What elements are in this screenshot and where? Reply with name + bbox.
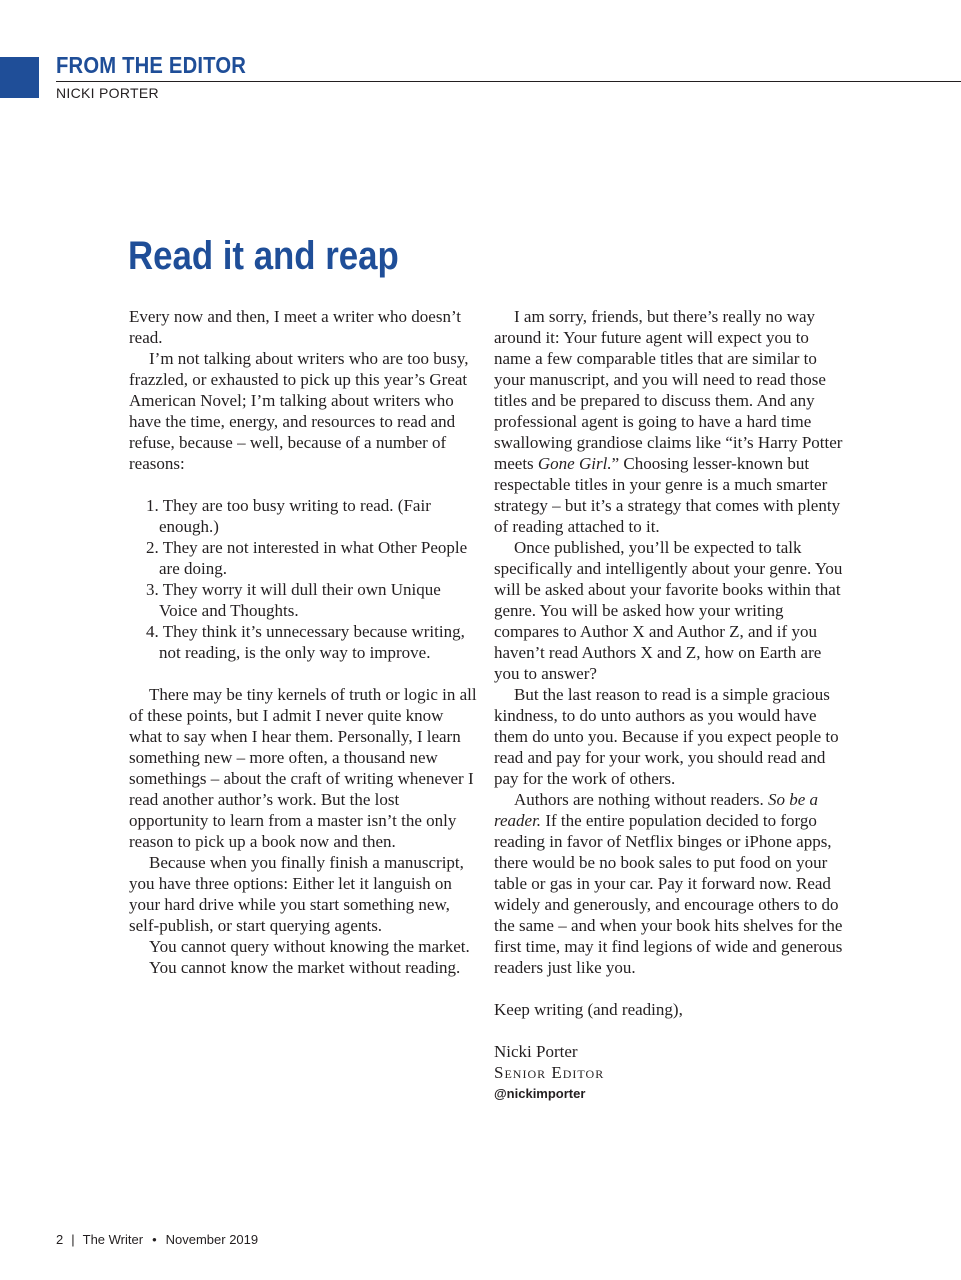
- signature-name: Nicki Porter: [494, 1042, 578, 1061]
- section-color-tab: [0, 57, 39, 98]
- list-item: 4. They think it’s unnecessary because writing, not reading, is the only way to improve.: [146, 622, 465, 662]
- list-item: 3. They worry it will dull their own Unique Voice and Thoughts.: [146, 580, 441, 620]
- list-item: 2. They are not interested in what Other People are doing.: [146, 538, 468, 578]
- paragraph: Because when you finally finish a manuscript, you have three options: Either let it languish on your hard drive while you start something new, self-publish, or start querying agents.: [129, 853, 464, 935]
- paragraph: Authors are nothing without readers. So be a reader. If the entire population decided to forgo reading in favor of Netflix binges or iPhone apps, there would be no book sales to put food on your table or gas in your car. Pay it forward now. Read widely and generously, and encourage others to do the same – and when your book hits shelves for the first time, may it find legions of wide and generous readers just like you.: [494, 790, 843, 977]
- article-column-left: [129, 306, 477, 978]
- paragraph: Every now and then, I meet a writer who doesn’t read.: [129, 307, 462, 347]
- paragraph: There may be tiny kernels of truth or logic in all of these points, but I admit I never quite know what to say when I hear them. Personally, I learn something new – more often, a thousand new somethings – about the craft of writing whenever I read another author’s work. But the lost opportunity to learn from a master isn’t the only reason to pick up a book now and then.: [129, 685, 477, 851]
- closing-line: Keep writing (and reading),: [494, 1000, 683, 1019]
- paragraph: You cannot query without knowing the market.: [149, 937, 470, 956]
- article-column-right: [494, 306, 844, 1104]
- paragraph: I’m not talking about writers who are too busy, frazzled, or exhausted to pick up this year’s Great American Novel; I’m talking about writers who have the time, energy, and resources to read and refuse, because – well, because of a number of reasons:: [129, 349, 469, 473]
- footer-bullet: •: [152, 1232, 157, 1247]
- section-title: FROM THE EDITOR: [56, 52, 247, 78]
- signature-title: Senior Editor: [494, 1063, 605, 1082]
- paragraph: I am sorry, friends, but there’s really no way around it: Your future agent will expect you to name a few comparable titles that are similar to your manuscript, and you will need to read those titles and be prepared to discuss them. And any professional agent is going to have a hard time swallowing grandiose claims like “it’s Harry Potter meets Gone Girl.” Choosing lesser-known but respectable titles in your genre is a much smarter strategy – but it’s a strategy that comes with plenty of reading attached to it.: [494, 307, 843, 536]
- paragraph: You cannot know the market without reading.: [149, 958, 461, 977]
- paragraph: Once published, you’ll be expected to talk specifically and intelligently about your genre. You will be asked about your favorite books within that genre. You will be asked how your writing compares to Author X and Author Z, and if you haven’t read Authors X and Z, how on Earth are you to answer?: [494, 538, 843, 683]
- article-headline: Read it and reap: [128, 234, 399, 278]
- issue-date: November 2019: [165, 1232, 259, 1247]
- header-divider: [56, 81, 961, 82]
- reasons-list: [129, 495, 477, 663]
- paragraph: But the last reason to read is a simple gracious kindness, to do unto authors as you would have them do unto you. Because if you expect people to read and pay for your work, you should read and pay for the work of others.: [494, 685, 839, 788]
- list-item: 1. They are too busy writing to read. (Fair enough.): [146, 496, 431, 536]
- publication-name: The Writer: [82, 1232, 144, 1247]
- footer-separator: |: [71, 1232, 75, 1247]
- section-byline: NICKI PORTER: [56, 85, 159, 101]
- social-handle: @nickimporter: [494, 1086, 586, 1101]
- page-footer: [56, 1232, 258, 1247]
- page-number: 2: [56, 1232, 64, 1247]
